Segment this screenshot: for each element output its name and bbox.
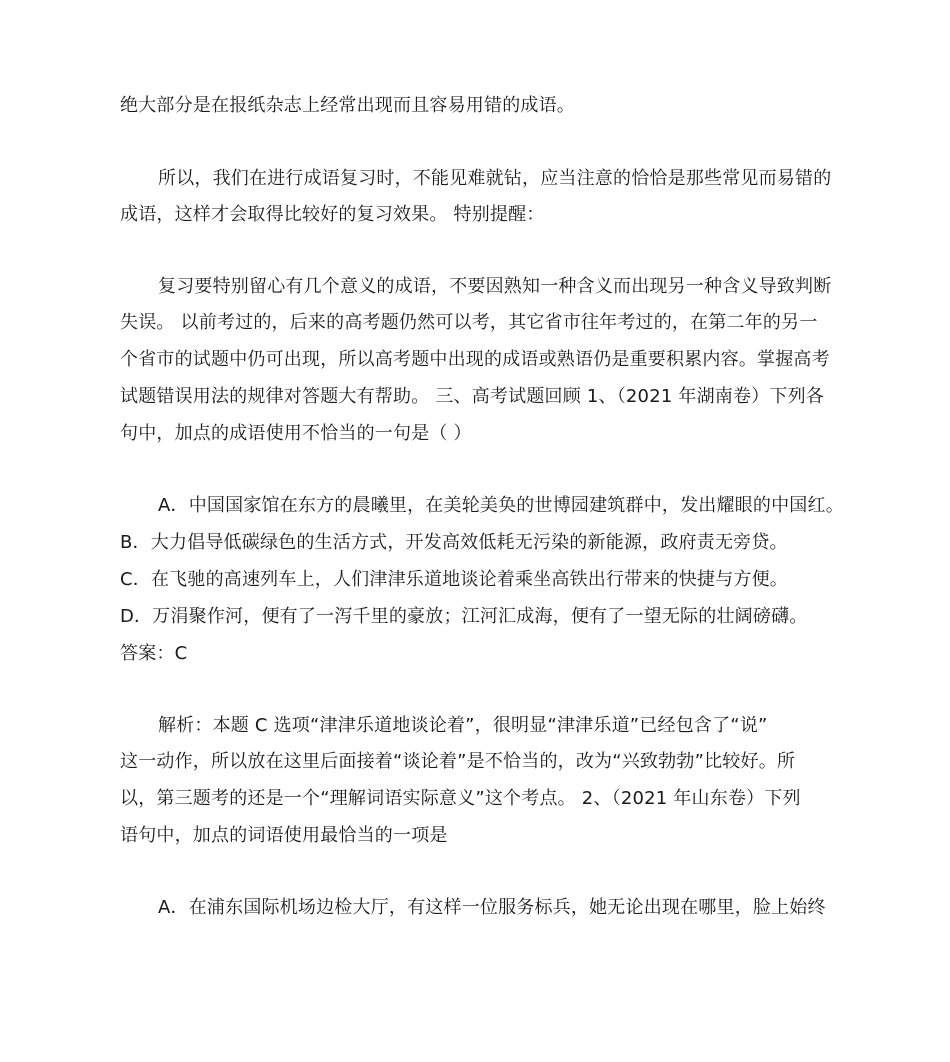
- option-a: A．在浦东国际机场边检大厅，有这样一位服务标兵，她无论出现在哪里，脸上始终: [158, 897, 826, 918]
- option-a: A．中国国家馆在东方的晨曦里，在美轮美奂的世博园建筑群中，发出耀眼的中国红。: [158, 495, 844, 516]
- text-line: 复习要特别留心有几个意义的成语，不要因熟知一种含义而出现另一种含义导致判断: [158, 276, 832, 297]
- text-line: 语句中，加点的词语使用最恰当的一项是: [120, 825, 448, 846]
- text-line: 个省市的试题中仍可出现，所以高考题中出现的成语或熟语仍是重要积累内容。掌握高考: [120, 349, 830, 370]
- text-line: 解析：本题 C 选项“津津乐道地谈论着”，很明显“津津乐道”已经包含了“说”: [158, 715, 768, 736]
- text-line: 句中，加点的成语使用不恰当的一句是（ ）: [120, 423, 472, 444]
- answer: 答案：C: [120, 643, 188, 664]
- text-line: 以，第三题考的还是一个“理解词语实际意义”这个考点。 2、（2021 年山东卷）下列: [120, 788, 801, 809]
- text-line: 绝大部分是在报纸杂志上经常出现而且容易用错的成语。: [120, 95, 575, 116]
- text-line: 这一动作，所以放在这里后面接着“谈论着”是不恰当的，改为“兴致勃勃”比较好。所: [120, 751, 796, 772]
- option-d: D．万涓聚作河，便有了一泻千里的豪放；江河汇成海，便有了一望无际的壮阔磅礴。: [120, 606, 808, 627]
- text-line: 失误。 以前考过的，后来的高考题仍然可以考，其它省市往年考过的，在第二年的另一: [120, 312, 818, 333]
- text-line: 成语，这样才会取得比较好的复习效果。 特别提醒：: [120, 204, 545, 225]
- option-b: B．大力倡导低碳绿色的生活方式，开发高效低耗无污染的新能源，政府责无旁贷。: [120, 532, 788, 553]
- option-c: C．在飞驰的高速列车上，人们津津乐道地谈论着乘坐高铁出行带来的快捷与方便。: [120, 569, 788, 590]
- text-line: 试题错误用法的规律对答题大有帮助。 三、高考试题回顾 1、（2021 年湖南卷）下列各: [120, 386, 825, 407]
- text-line: 所以，我们在进行成语复习时，不能见难就钻，应当注意的恰恰是那些常见而易错的: [158, 168, 832, 189]
